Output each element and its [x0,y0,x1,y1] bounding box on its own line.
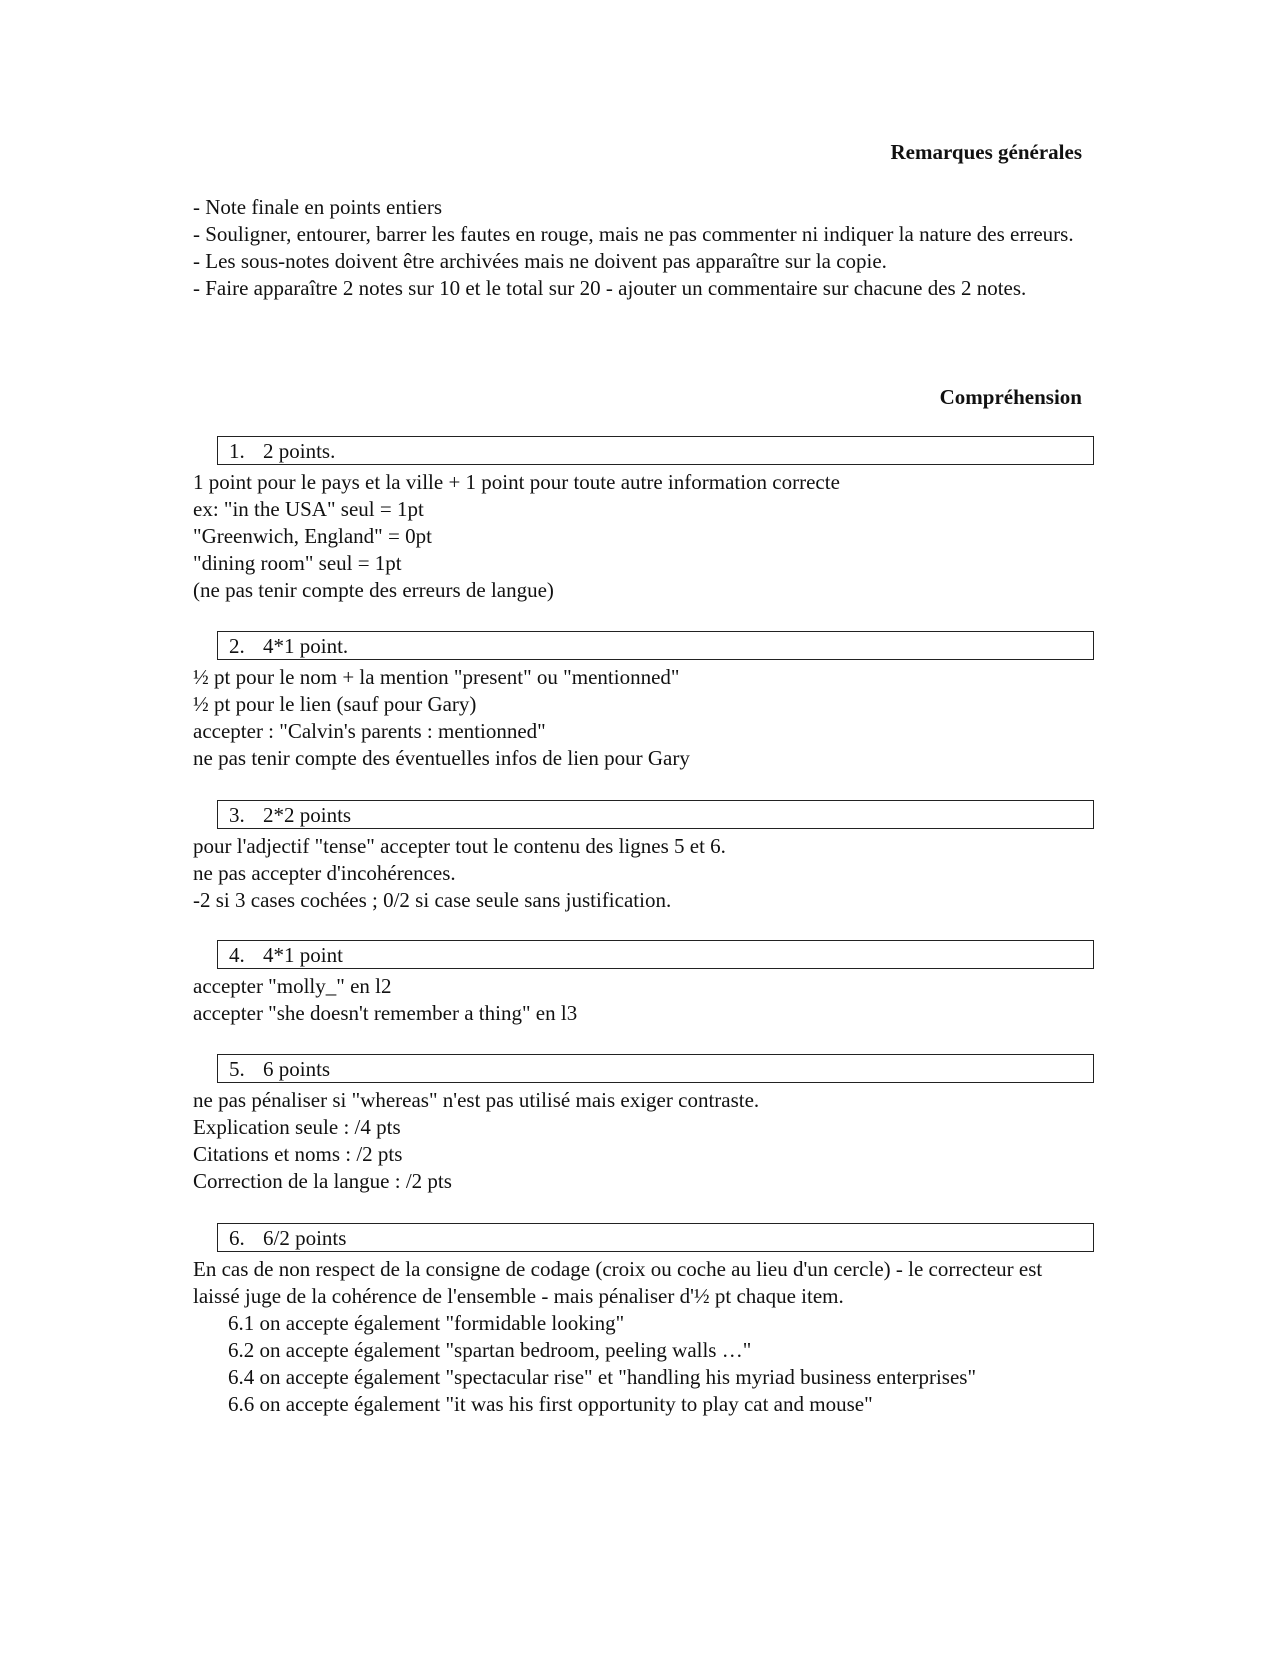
question-points: 2*2 points [263,803,352,827]
note-intro: En cas de non respect de la consigne de codage (croix ou coche au lieu d'un cercle) - le correcteur est laissé juge de la cohérence de l'ensemble - mais pénaliser d'½ pt chaque item. [193,1257,1043,1308]
note-line: 6.6 on accepte également "it was his first opportunity to play cat and mouse" [228,1392,873,1416]
general-note: - Faire apparaître 2 notes sur 10 et le total sur 20 - ajouter un commentaire sur chacune des 2 notes. [193,276,1027,300]
note-line: Citations et noms : /2 pts [193,1142,403,1166]
question-header-1 [217,436,1094,465]
note-line: "dining room" seul = 1pt [193,551,402,575]
question-points: 6/2 points [263,1226,347,1250]
question-header-2 [217,631,1094,660]
note-line: ½ pt pour le nom + la mention "present" ou "mentionned" [193,665,680,689]
note-line: (ne pas tenir compte des erreurs de langue) [193,578,554,602]
question-header-3 [217,800,1094,829]
question-number: 1. [229,439,245,463]
note-line: Correction de la langue : /2 pts [193,1169,452,1193]
question-number: 2. [229,634,245,658]
note-line: Explication seule : /4 pts [193,1115,401,1139]
general-notes [193,194,1083,302]
question-notes-1 [193,469,1093,604]
note-line: accepter "she doesn't remember a thing" en l3 [193,1001,578,1025]
note-line: 6.1 on accepte également "formidable looking" [228,1311,625,1335]
note-line: ne pas accepter d'incohérences. [193,861,456,885]
general-note: - Les sous-notes doivent être archivées mais ne doivent pas apparaître sur la copie. [193,249,887,273]
note-line: ne pas pénaliser si "whereas" n'est pas utilisé mais exiger contraste. [193,1088,760,1112]
question-number: 3. [229,803,245,827]
question-number: 5. [229,1057,245,1081]
general-note: - Souligner, entourer, barrer les fautes en rouge, mais ne pas commenter ni indiquer la nature des erreurs. [193,222,1074,246]
question-number: 4. [229,943,245,967]
note-line: 1 point pour le pays et la ville + 1 point pour toute autre information correcte [193,470,840,494]
note-line: accepter : "Calvin's parents : mentionned" [193,719,546,743]
note-line: "Greenwich, England" = 0pt [193,524,432,548]
note-line: 6.4 on accepte également "spectacular rise" et "handling his myriad business enterprises" [228,1365,977,1389]
section-title-comprehension: Compréhension [939,385,1082,409]
section-title-general: Remarques générales [890,140,1082,164]
question-header-6 [217,1223,1094,1252]
question-notes-3 [193,833,1093,914]
note-line: 6.2 on accepte également "spartan bedroom, peeling walls …" [228,1338,752,1362]
question-points: 4*1 point. [263,634,349,658]
question-header-5 [217,1054,1094,1083]
question-points: 4*1 point [263,943,343,967]
note-line: ex: "in the USA" seul = 1pt [193,497,424,521]
note-line: ne pas tenir compte des éventuelles infos de lien pour Gary [193,746,690,770]
note-line: -2 si 3 cases cochées ; 0/2 si case seule sans justification. [193,888,672,912]
question-number: 6. [229,1226,245,1250]
note-line: pour l'adjectif "tense" accepter tout le contenu des lignes 5 et 6. [193,834,726,858]
question-notes-5 [193,1087,1093,1195]
question-header-4 [217,940,1094,969]
general-note: - Note finale en points entiers [193,195,443,219]
note-line: accepter "molly_" en l2 [193,974,392,998]
question-notes-2 [193,664,1093,772]
question-points: 6 points [263,1057,331,1081]
note-line: ½ pt pour le lien (sauf pour Gary) [193,692,477,716]
question-points: 2 points. [263,439,336,463]
question-notes-6 [193,1256,1073,1418]
question-notes-4 [193,973,1093,1027]
